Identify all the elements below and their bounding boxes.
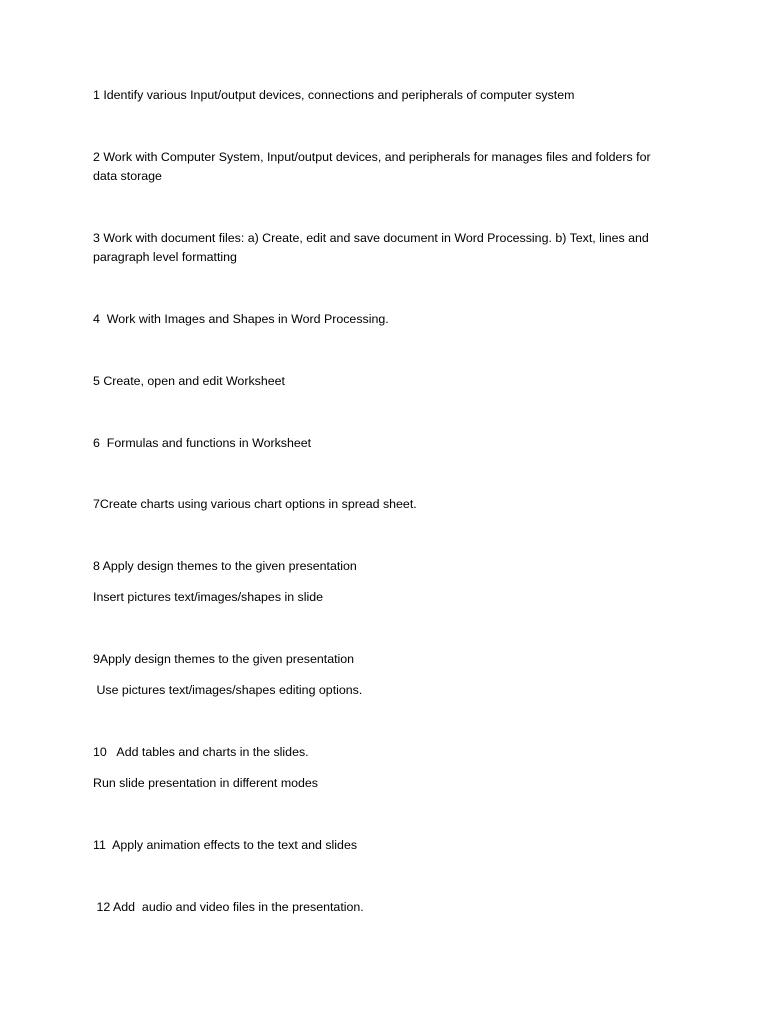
item-10-sub: Run slide presentation in different modes <box>93 776 319 790</box>
item-2: 2 Work with Computer System, Input/output devices, and peripherals for manages files and folders for data storage <box>93 150 655 183</box>
item-8-sub: Insert pictures text/images/shapes in slide <box>93 590 324 604</box>
item-5: 5 Create, open and edit Worksheet <box>93 374 285 388</box>
item-7: 7Create charts using various chart options in spread sheet. <box>93 497 417 511</box>
item-1: 1 Identify various Input/output devices, connections and peripherals of computer system <box>93 88 575 102</box>
item-9: 9Apply design themes to the given presentation <box>93 652 355 666</box>
item-9-sub: Use pictures text/images/shapes editing options. <box>93 683 363 697</box>
item-10: 10 Add tables and charts in the slides. <box>93 745 309 759</box>
item-3: 3 Work with document files: a) Create, edit and save document in Word Processing. b) Text, lines and paragraph level formatting <box>93 231 653 264</box>
item-6: 6 Formulas and functions in Worksheet <box>93 436 312 450</box>
item-4: 4 Work with Images and Shapes in Word Processing. <box>93 312 389 326</box>
item-11: 11 Apply animation effects to the text and slides <box>93 838 358 852</box>
item-12: 12 Add audio and video files in the presentation. <box>93 900 364 914</box>
item-8: 8 Apply design themes to the given presentation <box>93 559 357 573</box>
